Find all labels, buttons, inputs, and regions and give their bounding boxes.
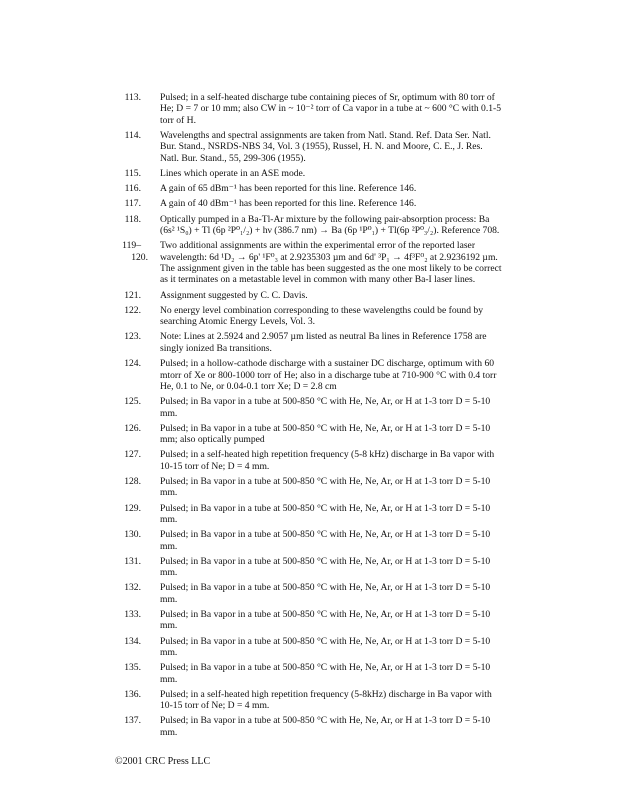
note-text: Assignment suggested by C. C. Davis. xyxy=(160,289,308,301)
note-number: 133. xyxy=(124,608,141,620)
note-number: 113. xyxy=(124,92,141,103)
note-number: 124. xyxy=(124,358,141,370)
note-text: Pulsed; in Ba vapor in a tube at 500-850 °C with He, Ne, Ar, or H at 1-3 torr D = 5-10 mm. xyxy=(160,608,491,632)
note-text: Pulsed; in Ba vapor in a tube at 500-850 °C with He, Ne, Ar, or H at 1-3 torr D = 5-10 mm. xyxy=(160,396,491,419)
note-text: A gain of 65 dBm⁻¹ has been reported for this line. Reference 146. xyxy=(160,183,417,195)
note-number: 121. xyxy=(124,289,141,301)
note-number: 134. xyxy=(124,635,141,647)
note-text: A gain of 40 dBm⁻¹ has been reported for this line. Reference 146. xyxy=(160,198,417,210)
note-number: 127. xyxy=(124,449,141,461)
note-text: Pulsed; in Ba vapor in a tube at 500-850 °C with He, Ne, Ar, or H at 1-3 torr D = 5-10 mm. xyxy=(160,662,491,685)
note-text: Pulsed; in Ba vapor in a tube at 500-850 °C with He, Ne, Ar, or H at 1-3 torr D = 5-10 mm. xyxy=(160,555,491,579)
note-number: 114. xyxy=(124,130,141,142)
note-number: 137. xyxy=(124,715,141,727)
note-number-continued: 120. xyxy=(131,251,148,263)
note-number: 131. xyxy=(124,555,141,567)
note-text: Two additional assignments are within the experimental error of the reported laser wavelength: 6d ¹D₂ → 6p' ¹F⁰₃ at 2.9235303 µm and 6d' ³P₁ → 4f³F⁰₂ at 2.9236192 µm. The assignment given in the table has been suggested as the one most likely to be correct as it terminates on a metastable level in common with many other Ba-I laser lines. xyxy=(160,240,502,286)
note-text: No energy level combination corresponding to these wavelengths could be found by searching Atomic Energy Levels, Vol. 3. xyxy=(160,304,483,328)
note-127 xyxy=(0,449,617,472)
note-text: Note: Lines at 2.5924 and 2.9057 µm listed as neutral Ba lines in Reference 1758 are singly ionized Ba transitions. xyxy=(160,331,487,354)
note-113 xyxy=(0,92,617,126)
note-129 xyxy=(0,503,617,526)
note-text: Optically pumped in a Ba-Tl-Ar mixture by the following pair-absorption process: Ba (6s² ¹S₀) + Tl (6p ²P⁰₁/₂) + hν (386.7 nm) → Ba (6p ¹P⁰₁) + Tl(6p ²P⁰₃/₂). Reference 708. xyxy=(160,213,500,237)
note-number: 132. xyxy=(124,582,141,594)
note-119-120 xyxy=(0,240,617,286)
note-number: 135. xyxy=(124,662,141,674)
note-number: 118. xyxy=(124,213,141,225)
note-122 xyxy=(0,305,617,328)
note-132 xyxy=(0,582,617,605)
note-116 xyxy=(0,183,617,194)
note-118 xyxy=(0,214,617,237)
notes-list xyxy=(0,92,617,742)
note-number: 116. xyxy=(124,183,141,195)
note-number: 125. xyxy=(124,396,141,408)
note-number: 123. xyxy=(124,331,141,343)
note-text: Lines which operate in an ASE mode. xyxy=(160,168,306,180)
note-number: 115. xyxy=(124,168,141,180)
note-text: Pulsed; in Ba vapor in a tube at 500-850 °C with He, Ne, Ar, or H at 1-3 torr D = 5-10 mm. xyxy=(160,502,491,525)
note-number: 119– xyxy=(122,240,141,252)
note-135 xyxy=(0,662,617,685)
note-133 xyxy=(0,609,617,632)
note-137 xyxy=(0,715,617,738)
note-115 xyxy=(0,168,617,179)
note-number: 129. xyxy=(124,502,141,514)
note-124 xyxy=(0,358,617,392)
note-117 xyxy=(0,198,617,209)
note-text: Pulsed; in a self-heated high repetition frequency (5-8 kHz) discharge in Ba vapor with 10-15 torr of Ne; D = 4 mm. xyxy=(160,449,495,472)
note-136 xyxy=(0,689,617,712)
note-134 xyxy=(0,636,617,659)
note-number: 128. xyxy=(124,475,141,487)
note-number: 136. xyxy=(124,688,141,700)
note-text: Pulsed; in Ba vapor in a tube at 500-850 °C with He, Ne, Ar, or H at 1-3 torr D = 5-10 mm; also optically pumped xyxy=(160,422,491,446)
note-number: 126. xyxy=(124,422,141,434)
note-text: Pulsed; in Ba vapor in a tube at 500-850 °C with He, Ne, Ar, or H at 1-3 torr D = 5-10 mm. xyxy=(160,715,491,738)
note-text: Pulsed; in Ba vapor in a tube at 500-850 °C with He, Ne, Ar, or H at 1-3 torr D = 5-10 mm. xyxy=(160,529,491,552)
note-123 xyxy=(0,331,617,354)
note-121 xyxy=(0,290,617,301)
note-text: Pulsed; in Ba vapor in a tube at 500-850 °C with He, Ne, Ar, or H at 1-3 torr D = 5-10 mm. xyxy=(160,635,491,658)
note-125 xyxy=(0,396,617,419)
note-text: Pulsed; in a self-heated discharge tube containing pieces of Sr, optimum with 80 torr of He; D = 7 or 10 mm; also CW in ~ 10⁻² torr of Ca vapor in a tube at ~ 600 °C with 0.1-5 torr of H. xyxy=(160,92,502,126)
note-131 xyxy=(0,556,617,579)
note-text: Pulsed; in Ba vapor in a tube at 500-850 °C with He, Ne, Ar, or H at 1-3 torr D = 5-10 mm. xyxy=(160,582,491,605)
note-128 xyxy=(0,476,617,499)
copyright-footer: ©2001 CRC Press LLC xyxy=(115,756,211,767)
note-number: 122. xyxy=(124,304,141,316)
note-126 xyxy=(0,423,617,446)
note-number: 117. xyxy=(124,198,141,210)
note-text: Pulsed; in a hollow-cathode discharge with a sustainer DC discharge, optimum with 60 mtorr of Xe or 800-1000 torr of He; also in a discharge tube at 710-900 °C with 0.4 torr He, 0.1 to Ne, or 0.04-0.1 torr Xe; D = 2.8 cm xyxy=(160,358,497,392)
note-number: 130. xyxy=(124,529,141,541)
note-text: Wavelengths and spectral assignments are taken from Natl. Stand. Ref. Data Ser. Natl. Bur. Stand., NSRDS-NBS 34, Vol. 3 (1955), Russel, H. N. and Moore, C. E., J. Res. Natl. Bur. Stand., 55, 299-306 (1955). xyxy=(160,130,491,164)
note-130 xyxy=(0,529,617,552)
note-114 xyxy=(0,130,617,164)
note-text: Pulsed; in Ba vapor in a tube at 500-850 °C with He, Ne, Ar, or H at 1-3 torr D = 5-10 mm. xyxy=(160,475,491,499)
note-text: Pulsed; in a self-heated high repetition frequency (5-8kHz) discharge in Ba vapor with 10-15 torr of Ne; D = 4 mm. xyxy=(160,688,492,712)
